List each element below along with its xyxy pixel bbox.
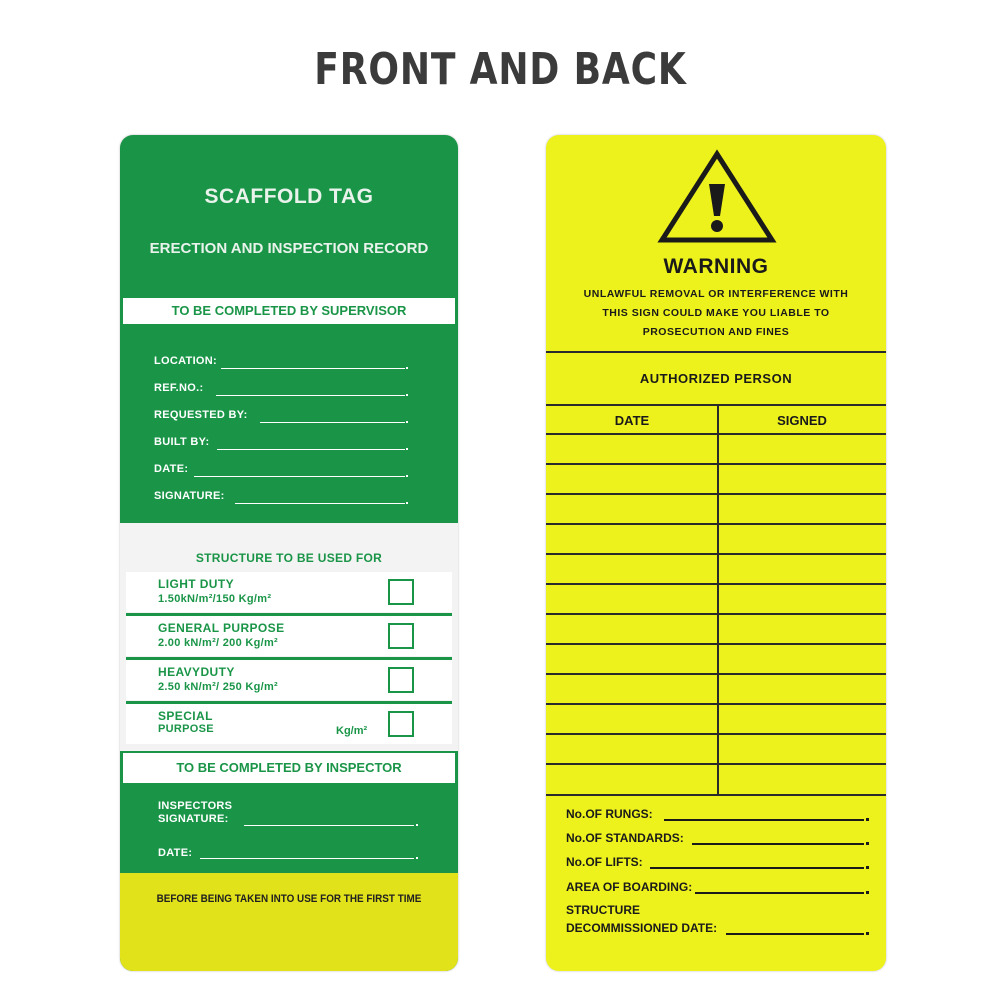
page-title: FRONT AND BACK: [314, 44, 687, 95]
back-tag: [546, 135, 886, 971]
warning-line-1: UNLAWFUL REMOVAL OR INTERFERENCE WITH: [583, 288, 849, 300]
footer-text: BEFORE BEING TAKEN INTO USE FOR THE FIRST TIME: [156, 893, 422, 905]
special-purpose-checkbox[interactable]: [388, 711, 414, 737]
field-no-of-lifts: No.OF LIFTS:: [566, 855, 643, 869]
option-special-purpose: SPECIAL PURPOSE Kg/m²: [126, 704, 452, 744]
structure-section: [120, 523, 458, 751]
field-decommissioned-date: DECOMMISSIONED DATE:: [566, 921, 718, 935]
supervisor-band: TO BE COMPLETED BY SUPERVISOR: [123, 298, 455, 324]
field-ref-no: REF.NO.:: [154, 382, 204, 394]
front-title: SCAFFOLD TAG: [204, 185, 374, 208]
field-inspector-date: DATE:: [158, 847, 193, 859]
option-heavy-duty: HEAVYDUTY 2.50 kN/m²/ 250 Kg/m²: [126, 660, 452, 700]
front-tag: [120, 135, 458, 971]
structure-heading: STRUCTURE TO BE USED FOR: [195, 551, 383, 565]
field-signature: SIGNATURE:: [154, 490, 225, 502]
front-subtitle: ERECTION AND INSPECTION RECORD: [149, 240, 429, 257]
field-structure: STRUCTURE: [566, 903, 640, 917]
warning-line-2: THIS SIGN COULD MAKE YOU LIABLE TO: [602, 307, 830, 319]
general-purpose-checkbox[interactable]: [388, 623, 414, 649]
front-footer: [120, 873, 458, 971]
heavy-duty-checkbox[interactable]: [388, 667, 414, 693]
field-no-of-standards: No.OF STANDARDS:: [566, 831, 684, 845]
option-general-purpose: GENERAL PURPOSE 2.00 kN/m²/ 200 Kg/m²: [126, 616, 452, 656]
field-requested-by: REQUESTED BY:: [154, 409, 248, 421]
field-built-by: BUILT BY:: [154, 436, 210, 448]
warning-line-3: PROSECUTION AND FINES: [642, 326, 790, 338]
field-date: DATE:: [154, 463, 189, 475]
column-date: DATE: [614, 413, 650, 428]
inspector-band: TO BE COMPLETED BY INSPECTOR: [123, 753, 455, 783]
field-no-of-rungs: No.OF RUNGS:: [566, 807, 653, 821]
warning-heading: WARNING: [663, 255, 769, 278]
field-inspectors-line1: INSPECTORS: [158, 800, 233, 812]
column-signed: SIGNED: [777, 413, 827, 428]
light-duty-checkbox[interactable]: [388, 579, 414, 605]
authorized-person-heading: AUTHORIZED PERSON: [639, 371, 793, 386]
field-area-of-boarding: AREA OF BOARDING:: [566, 880, 693, 894]
field-location: LOCATION:: [154, 355, 217, 367]
field-inspectors-signature: SIGNATURE:: [158, 813, 229, 825]
warning-triangle-icon: [657, 149, 777, 245]
option-light-duty: LIGHT DUTY 1.50kN/m²/150 Kg/m²: [126, 572, 452, 612]
